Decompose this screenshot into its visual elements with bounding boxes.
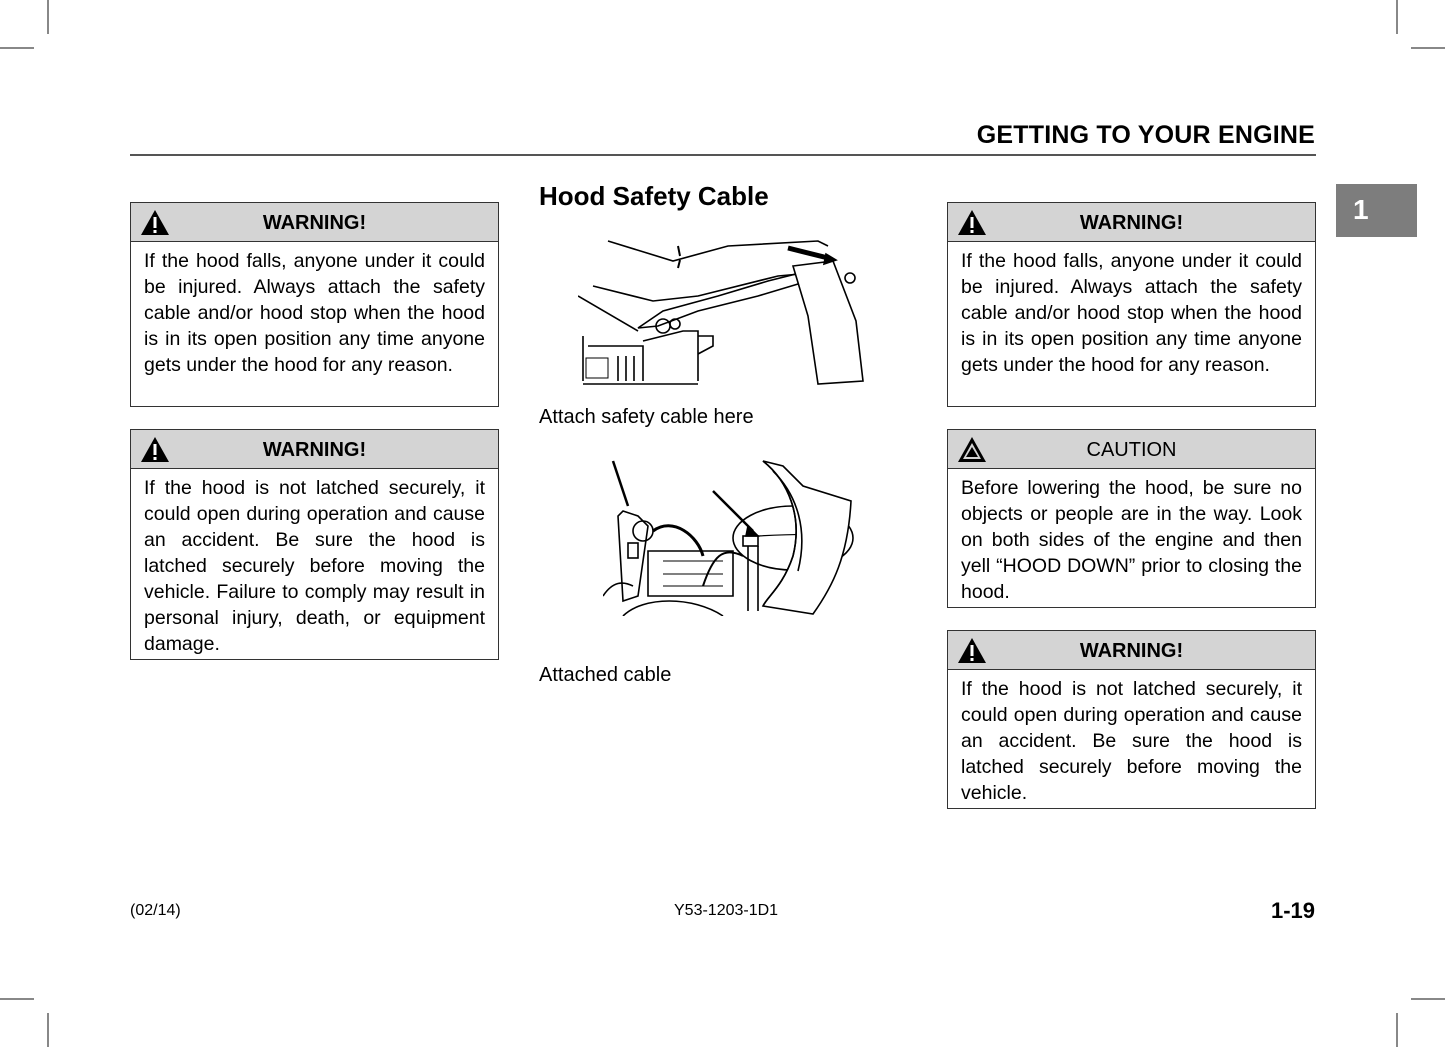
warning-text: If the hood falls, anyone under it could be injured. Always attach the safety cable and/or hood stop when the hood is in its open position any time anyone gets under the hood for any reason.: [961, 250, 1302, 376]
section-title: Hood Safety Cable: [539, 181, 769, 211]
warning-text: If the hood falls, anyone under it could be injured. Always attach the safety cable and/or hood stop when the hood is in its open position any time anyone gets under the hood for any reason.: [144, 250, 485, 376]
page-header-title: GETTING TO YOUR ENGINE: [976, 121, 1315, 149]
caution-box-header: [948, 430, 1315, 469]
crop-mark: [0, 47, 34, 49]
figure-caption: Attached cable: [539, 664, 672, 686]
warning-box: [130, 429, 499, 660]
attached-cable-diagram: [603, 456, 858, 616]
crop-mark: [0, 998, 34, 1000]
figure-caption: Attach safety cable here: [539, 406, 754, 428]
caution-heading: CAUTION: [1086, 439, 1177, 461]
warning-heading: WARNING!: [262, 212, 367, 234]
crop-mark: [1396, 0, 1398, 34]
crop-mark: [1396, 1013, 1398, 1047]
warning-box: [947, 630, 1316, 809]
warning-box-header: [131, 203, 498, 242]
page-number: 1-19: [1270, 898, 1315, 923]
warning-text: If the hood is not latched securely, it could open during operation and cause an accident. Be sure the hood is latched securely before moving the vehicle.: [961, 678, 1302, 804]
crop-mark: [1411, 47, 1445, 49]
warning-box-header: [948, 631, 1315, 670]
crop-mark: [47, 1013, 49, 1047]
chapter-number: 1: [1353, 194, 1369, 225]
footer-date: (02/14): [130, 902, 181, 919]
crop-mark: [1411, 998, 1445, 1000]
chapter-tab: [1336, 184, 1417, 237]
caution-box: [947, 429, 1316, 608]
warning-heading: WARNING!: [1079, 212, 1184, 234]
warning-box: [947, 202, 1316, 407]
crop-mark: [47, 0, 49, 34]
caution-text: Before lowering the hood, be sure no objects or people are in the way. Look on both sides of the engine and then yell “HOOD DOWN” prior to closing the hood.: [961, 477, 1302, 603]
warning-box-header: [948, 203, 1315, 242]
warning-text: If the hood is not latched securely, it could open during operation and cause an accident. Be sure the hood is latched securely before moving the vehicle. Failure to comply may result in personal injury, death, or equipment damage.: [144, 477, 485, 655]
header-rule: [130, 154, 1316, 156]
warning-heading: WARNING!: [1079, 640, 1184, 662]
warning-box: [130, 202, 499, 407]
warning-box-header: [131, 430, 498, 469]
warning-heading: WARNING!: [262, 439, 367, 461]
safety-cable-attachment-diagram: [578, 236, 873, 386]
footer-doc-number: Y53-1203-1D1: [674, 902, 779, 919]
